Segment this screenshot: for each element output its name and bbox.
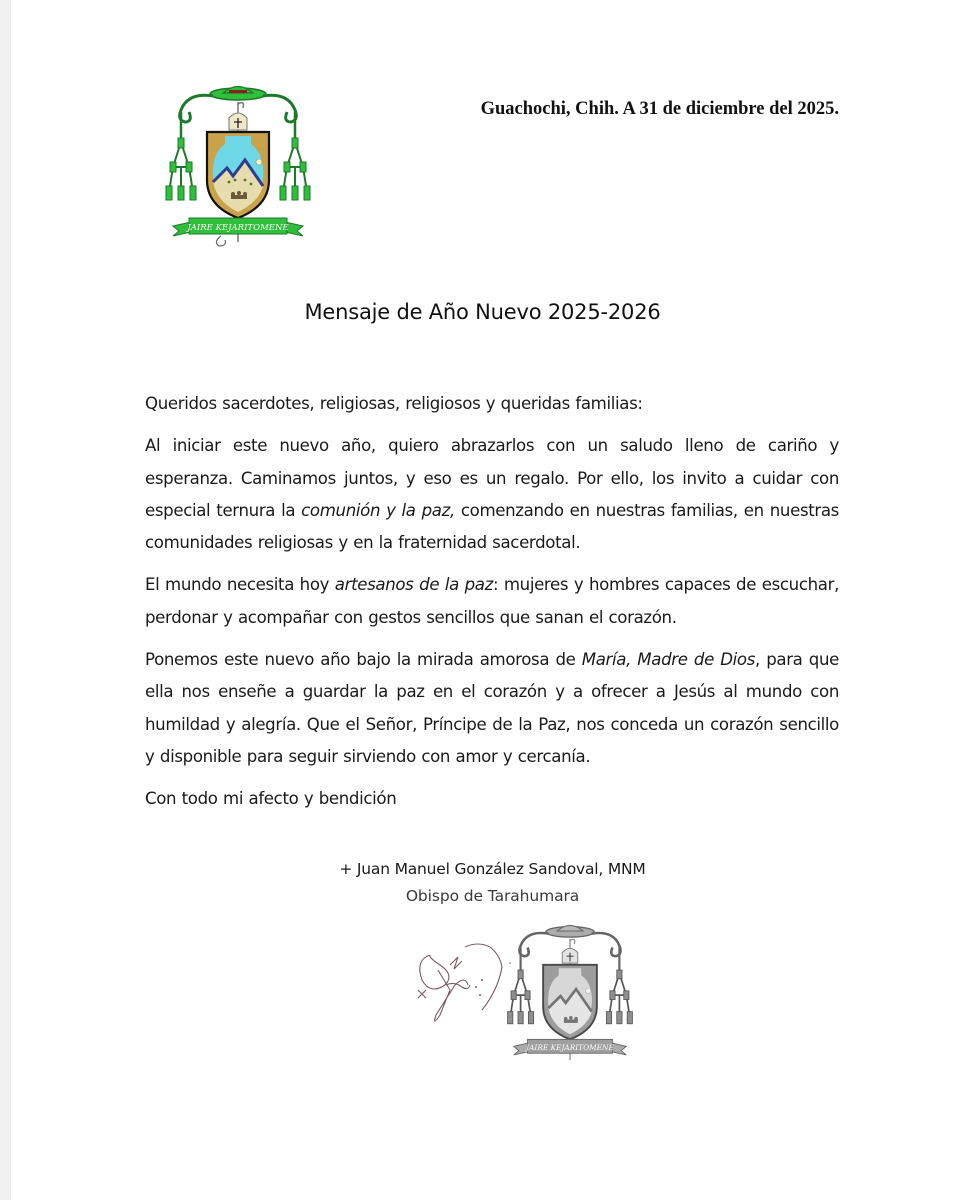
letter-body [145, 388, 839, 826]
emphasis-text: artesanos de la paz [334, 575, 493, 595]
paragraph-1 [145, 430, 839, 559]
paragraph-2 [145, 569, 839, 634]
document-title: Mensaje de Año Nuevo 2025-2026 [304, 300, 661, 324]
episcopal-coat-of-arms-grayscale-icon [505, 918, 635, 1068]
handwritten-signature-icon [410, 935, 520, 1030]
closing: Con todo mi afecto y bendición [145, 789, 397, 809]
emphasis-text: comunión y la paz, [301, 500, 455, 520]
paragraph-text: : mujeres y hombres capaces de escuchar, perdonar y acompañar con gestos sencillos que sanan el corazón. [145, 575, 839, 627]
paragraph-text: comenzando en nuestras familias, en nuestras comunidades religiosas y en la fraternidad sacerdotal. [145, 500, 839, 553]
paragraph-text: , para que ella nos enseñe a guardar la paz en el corazón y a ofrecer a Jesús al mundo con humildad y alegría. Que el Señor, Príncipe de la Paz, nos conceda un corazón sencillo y disponible para seguir sirviendo con amor y cercanía. [145, 650, 839, 766]
crest-motto: JAIRE KEJARITOMENE [187, 223, 289, 233]
greeting: Queridos sacerdotes, religiosas, religiosos y queridas familias: [145, 394, 643, 413]
page-edge-strip [0, 0, 11, 1200]
emphasis-text: María, Madre de Dios [581, 650, 755, 670]
paragraph-3 [145, 644, 839, 773]
paragraph-text: El mundo necesita hoy [145, 575, 335, 595]
crest-motto: JAIRE KEJARITOMENE [526, 1042, 614, 1052]
paragraph-text: Ponemos este nuevo año bajo la mirada amorosa de [145, 650, 582, 670]
episcopal-coat-of-arms-icon [163, 82, 313, 247]
signatory-title: Obispo de Tarahumara [405, 887, 580, 905]
paragraph-text: Al iniciar este nuevo año, quiero abrazarlos con un saludo lleno de cariño y esperanza. Caminamos juntos, y eso es un regalo. Por ello, los invito a cuidar con especial ternura la [145, 436, 839, 520]
signatory-name: + Juan Manuel González Sandoval, MNM [339, 860, 646, 878]
place-and-date: Guachochi, Chih. A 31 de diciembre del 2025. [480, 99, 839, 119]
